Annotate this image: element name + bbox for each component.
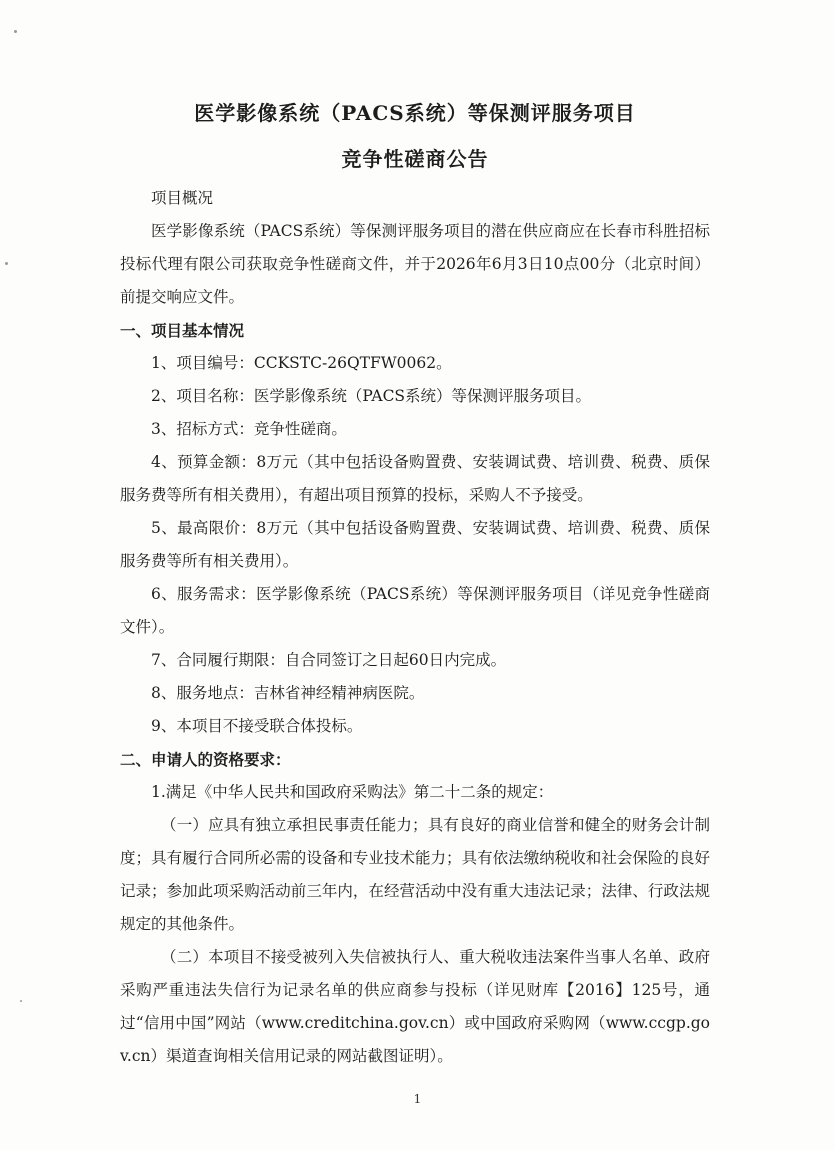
section1-heading: 一、项目基本情况 <box>120 321 245 340</box>
section2-heading: 二、申请人的资格要求： <box>120 750 291 769</box>
page-number: 1 <box>413 1092 422 1106</box>
section1-item-4: 4、预算金额：8万元（其中包括设备购置费、安装调试费、培训费、税费、质保服务费等所有相关费用），有超出项目预算的投标，采购人不予接受。 <box>120 453 710 504</box>
section2-item-1: 1.满足《中华人民共和国政府采购法》第二十二条的规定： <box>151 783 554 801</box>
document-title-line1: 医学影像系统（PACS系统）等保测评服务项目 <box>194 101 636 125</box>
section2-subitem-2: （二）本项目不接受被列入失信被执行人、重大税收违法案件当事人名单、政府采购严重违法失信行为记录名单的供应商参与投标（详见财库【2016】125号，通过“信用中国”网站（www.creditchina.gov.cn）或中国政府采购网（www.ccgp.gov.cn）渠道查询相关信用记录的网站截图证明）。 <box>120 948 710 1065</box>
overview-heading: 项目概况 <box>151 189 214 207</box>
section1-item-5: 5、最高限价：8万元（其中包括设备购置费、安装调试费、培训费、税费、质保服务费等所有相关费用）。 <box>120 519 710 570</box>
section1-item-3: 3、招标方式：竞争性磋商。 <box>151 420 347 438</box>
scan-speck <box>14 30 17 33</box>
section1-item-9: 9、本项目不接受联合体投标。 <box>151 717 363 735</box>
section1-item-2: 2、项目名称：医学影像系统（PACS系统）等保测评服务项目。 <box>151 387 592 405</box>
section1-item-7: 7、合同履行期限：自合同签订之日起60日内完成。 <box>151 651 507 669</box>
document-title-line2: 竞争性磋商公告 <box>341 147 489 171</box>
section2-subitem-1: （一）应具有独立承担民事责任能力；具有良好的商业信誉和健全的财务会计制度；具有履行合同所必需的设备和专业技术能力；具有依法缴纳税收和社会保险的良好记录；参加此项采购活动前三年内，在经营活动中没有重大违法记录；法律、行政法规规定的其他条件。 <box>120 816 710 933</box>
scan-speck <box>5 262 8 265</box>
section1-item-8: 8、服务地点：吉林省神经精神病医院。 <box>151 684 425 702</box>
scan-speck <box>20 1000 22 1002</box>
section1-item-1: 1、项目编号：CCKSTC-26QTFW0062。 <box>151 354 452 372</box>
overview-text: 医学影像系统（PACS系统）等保测评服务项目的潜在供应商应在长春市科胜招标投标代理有限公司获取竞争性磋商文件，并于2026年6月3日10点00分（北京时间）前提交响应文件。 <box>120 222 710 306</box>
document-body <box>120 90 710 1073</box>
section1-item-6: 6、服务需求：医学影像系统（PACS系统）等保测评服务项目（详见竞争性磋商文件）。 <box>120 585 710 636</box>
